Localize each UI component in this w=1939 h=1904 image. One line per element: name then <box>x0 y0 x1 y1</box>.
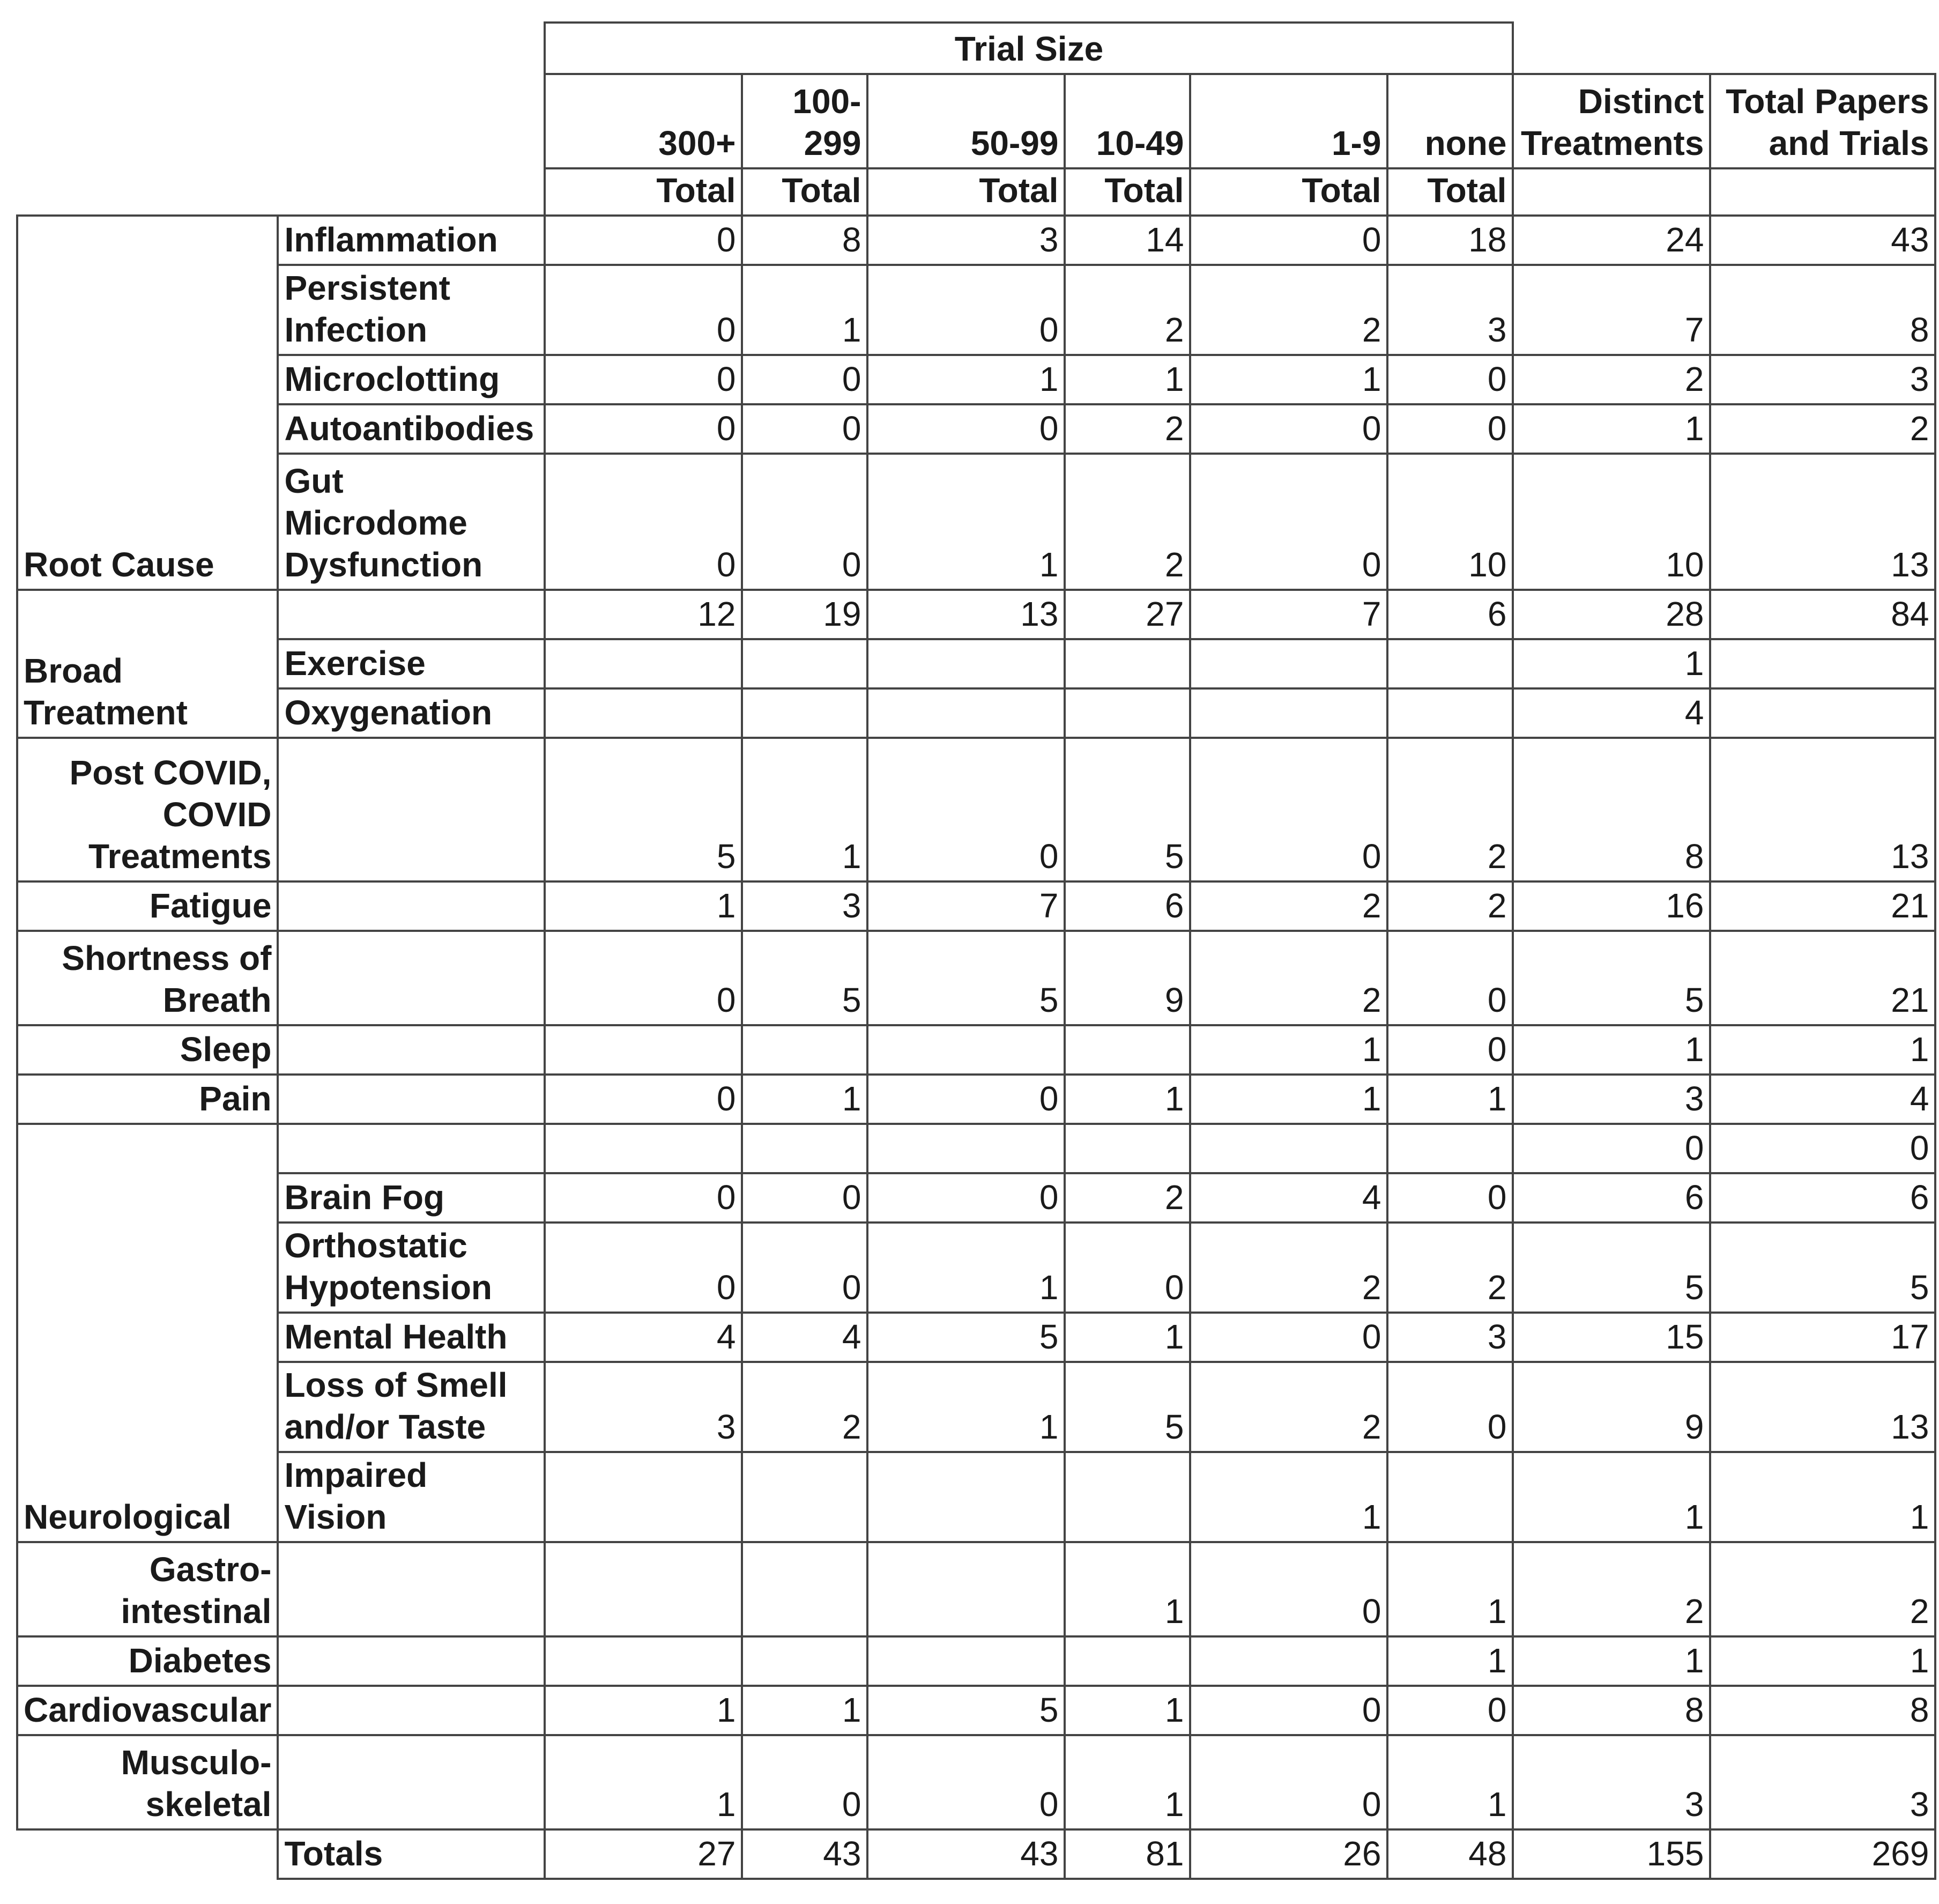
sub-empty <box>278 738 545 881</box>
col-header-1-9: 1-9 <box>1190 74 1387 168</box>
cell: 4 <box>1513 688 1710 738</box>
cell <box>1387 639 1513 688</box>
cell: 4 <box>1710 1075 1935 1124</box>
cell: 0 <box>1387 1173 1513 1223</box>
cell: 1 <box>1190 1075 1387 1124</box>
table-row <box>17 1173 1935 1223</box>
cell: 10 <box>1513 454 1710 590</box>
cell: 0 <box>545 931 742 1025</box>
cell: 0 <box>1190 1542 1387 1636</box>
cell: 0 <box>1387 404 1513 454</box>
subheader-total: Total <box>1387 168 1513 216</box>
sub-empty <box>278 1025 545 1075</box>
cell: 3 <box>1387 265 1513 355</box>
cell: 1 <box>1710 1452 1935 1542</box>
sub-empty <box>278 931 545 1025</box>
cell: 21 <box>1710 931 1935 1025</box>
cell: 0 <box>742 1173 867 1223</box>
cell: 16 <box>1513 881 1710 931</box>
col-header-100-299: 100- 299 <box>742 74 867 168</box>
cell: 7 <box>1190 590 1387 639</box>
cell: 0 <box>867 738 1065 881</box>
cell: 1 <box>867 454 1065 590</box>
cell: 5 <box>1513 1223 1710 1313</box>
cell: 1 <box>1387 1636 1513 1686</box>
sub-orthostatic-hypotension: Orthostatic Hypotension <box>278 1223 545 1313</box>
cell: 12 <box>545 590 742 639</box>
category-shortness-of-breath: Shortness of Breath <box>17 931 278 1025</box>
cell: 0 <box>1710 1124 1935 1173</box>
cell: 0 <box>1190 1686 1387 1735</box>
cell: 6 <box>1065 881 1190 931</box>
table-row <box>17 1025 1935 1075</box>
sub-autoantibodies: Autoantibodies <box>278 404 545 454</box>
cell: 0 <box>545 454 742 590</box>
cell <box>1387 1124 1513 1173</box>
cell: 43 <box>867 1829 1065 1879</box>
category-fatigue: Fatigue <box>17 881 278 931</box>
cell: 2 <box>1190 931 1387 1025</box>
cell: 1 <box>1065 1313 1190 1362</box>
table-row <box>17 1223 1935 1313</box>
sub-empty <box>278 1542 545 1636</box>
cell: 13 <box>867 590 1065 639</box>
cell <box>867 1452 1065 1542</box>
sub-mental-health: Mental Health <box>278 1313 545 1362</box>
cell: 1 <box>1387 1075 1513 1124</box>
cell: 0 <box>1190 1735 1387 1829</box>
cell: 3 <box>1513 1075 1710 1124</box>
header-blank <box>17 23 545 74</box>
cell: 13 <box>1710 738 1935 881</box>
header-row-total <box>17 168 1935 216</box>
cell: 3 <box>1387 1313 1513 1362</box>
cell: 2 <box>1513 1542 1710 1636</box>
category-broad-treatment: Broad Treatment <box>17 590 278 738</box>
cell: 43 <box>742 1829 867 1879</box>
cell <box>1065 639 1190 688</box>
cell: 0 <box>545 216 742 265</box>
cell: 0 <box>545 404 742 454</box>
cell: 0 <box>742 404 867 454</box>
subheader-total: Total <box>867 168 1065 216</box>
trial-size-table-container <box>16 21 1936 1880</box>
cell: 0 <box>1190 1313 1387 1362</box>
cell <box>867 1025 1065 1075</box>
cell: 0 <box>742 1223 867 1313</box>
cell <box>742 1124 867 1173</box>
cell: 5 <box>1065 1362 1190 1452</box>
cell <box>1065 688 1190 738</box>
cell: 27 <box>545 1829 742 1879</box>
cell: 84 <box>1710 590 1935 639</box>
cell: 6 <box>1387 590 1513 639</box>
cell: 2 <box>1190 1223 1387 1313</box>
cell: 2 <box>1190 881 1387 931</box>
cell: 8 <box>742 216 867 265</box>
cell: 0 <box>545 1173 742 1223</box>
cell: 13 <box>1710 1362 1935 1452</box>
cell: 1 <box>1065 1542 1190 1636</box>
category-gastrointestinal: Gastro- intestinal <box>17 1542 278 1636</box>
cell: 0 <box>1065 1223 1190 1313</box>
cell: 6 <box>1710 1173 1935 1223</box>
sub-empty <box>278 1075 545 1124</box>
cell: 0 <box>742 454 867 590</box>
cell: 1 <box>867 1223 1065 1313</box>
cell: 3 <box>1710 355 1935 404</box>
cell <box>545 1452 742 1542</box>
cell: 2 <box>1387 881 1513 931</box>
cell: 7 <box>867 881 1065 931</box>
cell: 0 <box>742 355 867 404</box>
table-row <box>17 1124 1935 1173</box>
cell: 1 <box>545 1735 742 1829</box>
cell <box>1190 639 1387 688</box>
sub-oxygenation: Oxygenation <box>278 688 545 738</box>
cell: 1 <box>742 738 867 881</box>
cell: 5 <box>867 1313 1065 1362</box>
cell <box>867 639 1065 688</box>
cell: 3 <box>1513 1735 1710 1829</box>
cell <box>545 1636 742 1686</box>
sub-totals: Totals <box>278 1829 545 1879</box>
cell: 3 <box>867 216 1065 265</box>
header-blank <box>17 168 545 216</box>
trial-size-table <box>16 21 1936 1880</box>
cell: 2 <box>1065 265 1190 355</box>
cell: 5 <box>867 931 1065 1025</box>
cell: 1 <box>1513 1636 1710 1686</box>
cell <box>1065 1124 1190 1173</box>
cell <box>1190 1636 1387 1686</box>
sub-brain-fog: Brain Fog <box>278 1173 545 1223</box>
cell: 5 <box>1710 1223 1935 1313</box>
cell: 0 <box>1513 1124 1710 1173</box>
cell: 2 <box>742 1362 867 1452</box>
cell: 0 <box>742 1735 867 1829</box>
cell: 43 <box>1710 216 1935 265</box>
cell: 0 <box>1387 1025 1513 1075</box>
cell: 1 <box>1190 355 1387 404</box>
cell: 2 <box>1190 265 1387 355</box>
sub-loss-of-smell: Loss of Smell and/or Taste <box>278 1362 545 1452</box>
cell: 4 <box>742 1313 867 1362</box>
sub-empty <box>278 1636 545 1686</box>
header-blank <box>17 74 545 168</box>
cell: 1 <box>867 1362 1065 1452</box>
cell: 2 <box>1065 1173 1190 1223</box>
category-diabetes: Diabetes <box>17 1636 278 1686</box>
cell: 0 <box>867 1075 1065 1124</box>
cell: 1 <box>1190 1025 1387 1075</box>
cell: 2 <box>1065 404 1190 454</box>
cell: 6 <box>1513 1173 1710 1223</box>
cell <box>742 1025 867 1075</box>
cell: 0 <box>1387 355 1513 404</box>
header-row-group <box>17 23 1935 74</box>
cell: 28 <box>1513 590 1710 639</box>
table-row <box>17 454 1935 590</box>
table-row <box>17 1686 1935 1735</box>
table-row <box>17 1362 1935 1452</box>
cell: 0 <box>1190 216 1387 265</box>
table-row <box>17 216 1935 265</box>
trial-size-header: Trial Size <box>545 23 1513 74</box>
cell: 19 <box>742 590 867 639</box>
totals-blank <box>17 1829 278 1879</box>
cell <box>742 1452 867 1542</box>
cell: 21 <box>1710 881 1935 931</box>
cell: 3 <box>1710 1735 1935 1829</box>
table-row <box>17 738 1935 881</box>
cell: 2 <box>1387 1223 1513 1313</box>
cell <box>545 688 742 738</box>
cell: 1 <box>1065 1735 1190 1829</box>
table-row <box>17 688 1935 738</box>
category-pain: Pain <box>17 1075 278 1124</box>
cell: 9 <box>1513 1362 1710 1452</box>
sub-inflammation: Inflammation <box>278 216 545 265</box>
table-row <box>17 1542 1935 1636</box>
cell: 0 <box>867 404 1065 454</box>
sub-persistent-infection: Persistent Infection <box>278 265 545 355</box>
cell: 2 <box>1065 454 1190 590</box>
sub-gut-microdome: Gut Microdome Dysfunction <box>278 454 545 590</box>
cell: 1 <box>1190 1452 1387 1542</box>
cell: 0 <box>1190 404 1387 454</box>
cell: 1 <box>1513 1025 1710 1075</box>
cell: 0 <box>545 355 742 404</box>
cell: 17 <box>1710 1313 1935 1362</box>
subheader-total: Total <box>1065 168 1190 216</box>
subheader-total: Total <box>742 168 867 216</box>
category-neurological: Neurological <box>17 1124 278 1542</box>
cell: 5 <box>742 931 867 1025</box>
subheader-distinct-empty <box>1513 168 1710 216</box>
cell: 0 <box>1387 1362 1513 1452</box>
cell: 1 <box>1710 1025 1935 1075</box>
cell <box>742 1636 867 1686</box>
cell: 5 <box>1065 738 1190 881</box>
col-header-total-papers: Total Papers and Trials <box>1710 74 1935 168</box>
cell: 1 <box>545 1686 742 1735</box>
cell: 13 <box>1710 454 1935 590</box>
table-row <box>17 1452 1935 1542</box>
table-row <box>17 881 1935 931</box>
cell: 3 <box>742 881 867 931</box>
cell <box>1710 688 1935 738</box>
table-row <box>17 639 1935 688</box>
cell: 1 <box>545 881 742 931</box>
cell: 0 <box>545 1075 742 1124</box>
cell: 155 <box>1513 1829 1710 1879</box>
col-header-none: none <box>1387 74 1513 168</box>
cell: 10 <box>1387 454 1513 590</box>
cell <box>867 1542 1065 1636</box>
cell <box>1710 639 1935 688</box>
cell <box>545 1025 742 1075</box>
cell: 0 <box>1387 1686 1513 1735</box>
cell: 26 <box>1190 1829 1387 1879</box>
cell: 5 <box>1513 931 1710 1025</box>
cell <box>867 688 1065 738</box>
category-musculoskeletal: Musculo- skeletal <box>17 1735 278 1829</box>
subheader-total: Total <box>545 168 742 216</box>
cell: 0 <box>867 1735 1065 1829</box>
cell <box>1387 688 1513 738</box>
cell: 24 <box>1513 216 1710 265</box>
cell: 4 <box>545 1313 742 1362</box>
table-row <box>17 931 1935 1025</box>
cell <box>545 639 742 688</box>
cell: 5 <box>545 738 742 881</box>
cell: 1 <box>1513 1452 1710 1542</box>
cell <box>1387 1452 1513 1542</box>
cell: 1 <box>1387 1542 1513 1636</box>
cell: 1 <box>1387 1735 1513 1829</box>
col-header-50-99: 50-99 <box>867 74 1065 168</box>
cell: 1 <box>1513 639 1710 688</box>
table-row <box>17 404 1935 454</box>
cell: 1 <box>1513 404 1710 454</box>
table-row <box>17 1075 1935 1124</box>
header-blank-right <box>1513 23 1935 74</box>
sub-empty <box>278 1735 545 1829</box>
cell <box>545 1124 742 1173</box>
cell: 27 <box>1065 590 1190 639</box>
col-header-10-49: 10-49 <box>1065 74 1190 168</box>
cell: 8 <box>1513 1686 1710 1735</box>
cell: 81 <box>1065 1829 1190 1879</box>
cell: 8 <box>1710 1686 1935 1735</box>
cell: 1 <box>1065 1686 1190 1735</box>
cell <box>867 1124 1065 1173</box>
sub-empty <box>278 590 545 639</box>
col-header-distinct: Distinct Treatments <box>1513 74 1710 168</box>
cell: 2 <box>1710 404 1935 454</box>
header-row-columns <box>17 74 1935 168</box>
cell <box>742 1542 867 1636</box>
cell: 2 <box>1190 1362 1387 1452</box>
sub-empty <box>278 1124 545 1173</box>
cell: 1 <box>867 355 1065 404</box>
col-header-300plus: 300+ <box>545 74 742 168</box>
sub-impaired-vision: Impaired Vision <box>278 1452 545 1542</box>
cell <box>545 1542 742 1636</box>
category-post-covid: Post COVID, COVID Treatments <box>17 738 278 881</box>
cell: 0 <box>867 265 1065 355</box>
cell: 1 <box>742 265 867 355</box>
subheader-total: Total <box>1190 168 1387 216</box>
sub-microclotting: Microclotting <box>278 355 545 404</box>
cell: 2 <box>1513 355 1710 404</box>
cell <box>1190 1124 1387 1173</box>
cell: 9 <box>1065 931 1190 1025</box>
cell: 14 <box>1065 216 1190 265</box>
cell <box>742 688 867 738</box>
cell: 5 <box>867 1686 1065 1735</box>
cell: 1 <box>742 1686 867 1735</box>
sub-empty <box>278 881 545 931</box>
table-row <box>17 1735 1935 1829</box>
sub-exercise: Exercise <box>278 639 545 688</box>
cell: 0 <box>867 1173 1065 1223</box>
cell: 48 <box>1387 1829 1513 1879</box>
category-sleep: Sleep <box>17 1025 278 1075</box>
cell: 18 <box>1387 216 1513 265</box>
cell: 0 <box>545 1223 742 1313</box>
cell: 1 <box>742 1075 867 1124</box>
cell <box>1065 1452 1190 1542</box>
cell: 7 <box>1513 265 1710 355</box>
table-row <box>17 1636 1935 1686</box>
cell: 0 <box>545 265 742 355</box>
cell: 0 <box>1190 738 1387 881</box>
table-row <box>17 265 1935 355</box>
cell: 1 <box>1065 355 1190 404</box>
cell: 2 <box>1710 1542 1935 1636</box>
cell: 3 <box>545 1362 742 1452</box>
cell <box>1065 1025 1190 1075</box>
cell <box>867 1636 1065 1686</box>
cell: 4 <box>1190 1173 1387 1223</box>
cell: 15 <box>1513 1313 1710 1362</box>
cell: 0 <box>1190 454 1387 590</box>
subheader-total-papers-empty <box>1710 168 1935 216</box>
cell: 269 <box>1710 1829 1935 1879</box>
cell: 8 <box>1710 265 1935 355</box>
cell <box>1065 1636 1190 1686</box>
category-cardiovascular: Cardiovascular <box>17 1686 278 1735</box>
totals-row <box>17 1829 1935 1879</box>
cell <box>1190 688 1387 738</box>
table-row <box>17 355 1935 404</box>
sub-empty <box>278 1686 545 1735</box>
cell: 1 <box>1065 1075 1190 1124</box>
cell: 2 <box>1387 738 1513 881</box>
cell: 8 <box>1513 738 1710 881</box>
cell <box>742 639 867 688</box>
cell: 0 <box>1387 931 1513 1025</box>
cell: 1 <box>1710 1636 1935 1686</box>
table-row <box>17 1313 1935 1362</box>
category-root-cause: Root Cause <box>17 216 278 590</box>
table-row <box>17 590 1935 639</box>
